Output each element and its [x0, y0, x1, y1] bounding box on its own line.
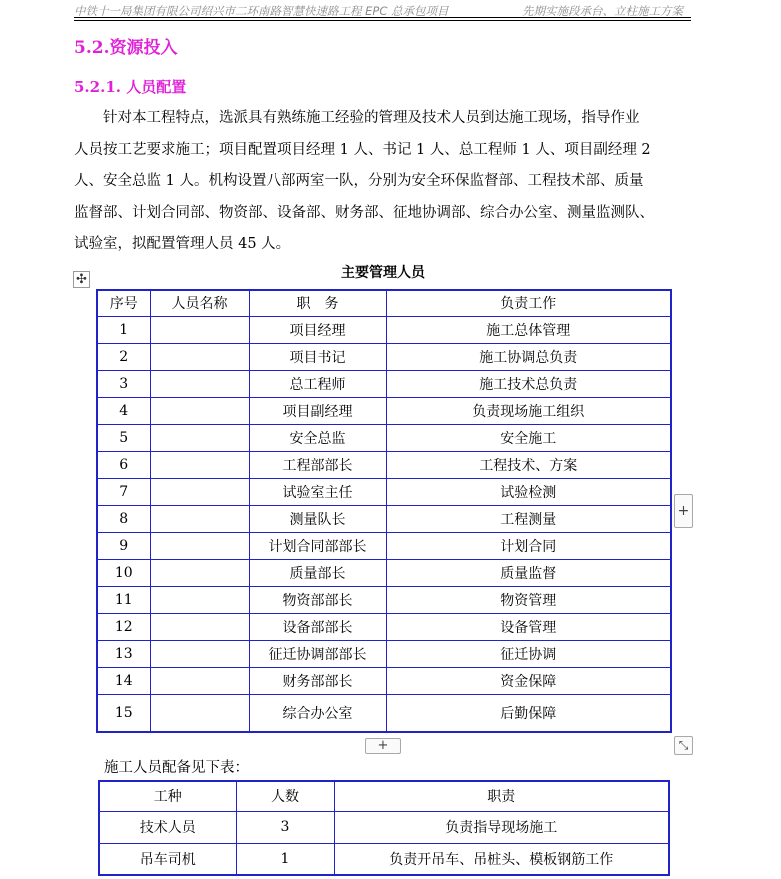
table-cell[interactable] — [150, 370, 249, 397]
paragraph-line: 人员按工艺要求施工；项目配置项目经理 1 人、书记 1 人、总工程师 1 人、项目副经理 2 — [74, 141, 651, 158]
table-resize-icon[interactable]: ⤡ — [674, 736, 693, 755]
management-table-body — [97, 316, 671, 732]
table-cell[interactable]: 测量队长 — [249, 505, 386, 532]
table-cell[interactable]: 计划合同部部长 — [249, 532, 386, 559]
section-heading: 5.2.资源投入 — [74, 38, 178, 58]
table-cell[interactable]: 13 — [97, 640, 150, 667]
table-cell[interactable]: 10 — [97, 559, 150, 586]
table-row — [97, 424, 671, 451]
header-rule-top — [74, 17, 691, 18]
table-cell[interactable]: 负责指导现场施工 — [334, 811, 669, 843]
column-header: 负责工作 — [386, 290, 671, 316]
table-cell[interactable]: 施工协调总负责 — [386, 343, 671, 370]
table-cell[interactable]: 质量监督 — [386, 559, 671, 586]
table-cell[interactable]: 安全总监 — [249, 424, 386, 451]
labor-table-intro: 施工人员配备见下表： — [104, 760, 249, 776]
labor-table-body — [99, 811, 669, 875]
table-cell[interactable]: 项目经理 — [249, 316, 386, 343]
table-header-row — [97, 290, 671, 316]
paragraph-line: 试验室，拟配置管理人员 45 人。 — [74, 236, 291, 252]
table-cell[interactable]: 设备管理 — [386, 613, 671, 640]
table-cell[interactable]: 15 — [97, 694, 150, 732]
table-cell[interactable]: 12 — [97, 613, 150, 640]
table-cell[interactable] — [150, 478, 249, 505]
add-column-button[interactable]: + — [674, 494, 693, 528]
labor-table — [98, 780, 670, 876]
table-cell[interactable] — [150, 559, 249, 586]
table-cell[interactable]: 征迁协调部部长 — [249, 640, 386, 667]
table-row — [97, 532, 671, 559]
table-cell[interactable] — [150, 424, 249, 451]
table-cell[interactable]: 安全施工 — [386, 424, 671, 451]
table-cell[interactable] — [150, 316, 249, 343]
page-header-left: 中铁十一局集团有限公司绍兴市二环南路智慧快速路工程 EPC 总承包项目 — [74, 4, 449, 18]
table-move-handle-icon[interactable]: ✣ — [73, 271, 90, 288]
table-cell[interactable]: 14 — [97, 667, 150, 694]
table-cell[interactable]: 工程测量 — [386, 505, 671, 532]
table-cell[interactable]: 试验室主任 — [249, 478, 386, 505]
table-cell[interactable]: 9 — [97, 532, 150, 559]
paragraph-line: 针对本工程特点，选派具有熟练施工经验的管理及技术人员到达施工现场，指导作业 — [103, 110, 640, 126]
table-cell[interactable]: 施工总体管理 — [386, 316, 671, 343]
table-row — [97, 478, 671, 505]
add-row-button[interactable]: + — [365, 738, 401, 754]
table-cell[interactable]: 1 — [236, 843, 334, 875]
table-row — [97, 586, 671, 613]
paragraph-line: 人、安全总监 1 人。机构设置八部两室一队，分别为安全环保监督部、工程技术部、质量 — [74, 173, 644, 189]
subsection-heading: 5.2.1. 人员配置 — [74, 78, 187, 96]
management-table — [96, 289, 672, 733]
table-cell[interactable]: 3 — [97, 370, 150, 397]
table-cell[interactable]: 3 — [236, 811, 334, 843]
table-cell[interactable]: 施工技术总负责 — [386, 370, 671, 397]
table-cell[interactable]: 物资管理 — [386, 586, 671, 613]
table-row — [97, 451, 671, 478]
table-cell[interactable]: 质量部长 — [249, 559, 386, 586]
table-cell[interactable]: 7 — [97, 478, 150, 505]
table-row — [97, 694, 671, 732]
column-header: 人数 — [236, 781, 334, 811]
table-cell[interactable]: 物资部部长 — [249, 586, 386, 613]
table-cell[interactable] — [150, 397, 249, 424]
column-header: 人员名称 — [150, 290, 249, 316]
header-rule-bottom — [74, 20, 691, 21]
table-cell[interactable]: 项目副经理 — [249, 397, 386, 424]
table-cell[interactable]: 工程技术、方案 — [386, 451, 671, 478]
table-cell[interactable]: 11 — [97, 586, 150, 613]
table-caption: 主要管理人员 — [341, 265, 425, 281]
table-row — [97, 559, 671, 586]
table-cell[interactable]: 4 — [97, 397, 150, 424]
table-cell[interactable]: 总工程师 — [249, 370, 386, 397]
column-header: 职 务 — [249, 290, 386, 316]
table-cell[interactable]: 资金保障 — [386, 667, 671, 694]
table-cell[interactable]: 试验检测 — [386, 478, 671, 505]
table-cell[interactable]: 吊车司机 — [99, 843, 236, 875]
table-cell[interactable]: 征迁协调 — [386, 640, 671, 667]
table-cell[interactable] — [150, 532, 249, 559]
table-cell[interactable] — [150, 586, 249, 613]
table-cell[interactable] — [150, 694, 249, 732]
table-cell[interactable] — [150, 613, 249, 640]
table-cell[interactable] — [150, 505, 249, 532]
table-cell[interactable]: 计划合同 — [386, 532, 671, 559]
table-cell[interactable]: 后勤保障 — [386, 694, 671, 732]
table-cell[interactable]: 设备部部长 — [249, 613, 386, 640]
table-row — [97, 613, 671, 640]
table-cell[interactable]: 负责现场施工组织 — [386, 397, 671, 424]
table-cell[interactable]: 1 — [97, 316, 150, 343]
table-row — [97, 316, 671, 343]
table-cell[interactable]: 技术人员 — [99, 811, 236, 843]
table-row — [97, 667, 671, 694]
table-cell[interactable]: 6 — [97, 451, 150, 478]
table-cell[interactable]: 财务部部长 — [249, 667, 386, 694]
body-paragraph — [74, 103, 692, 261]
column-header: 序号 — [97, 290, 150, 316]
column-header: 工种 — [99, 781, 236, 811]
table-cell[interactable] — [150, 343, 249, 370]
column-header: 职责 — [334, 781, 669, 811]
table-cell[interactable]: 负责开吊车、吊桩头、模板钢筋工作 — [334, 843, 669, 875]
table-row — [99, 811, 669, 843]
table-cell[interactable]: 项目书记 — [249, 343, 386, 370]
table-row — [97, 505, 671, 532]
table-cell[interactable]: 8 — [97, 505, 150, 532]
table-cell[interactable] — [150, 667, 249, 694]
table-row — [97, 640, 671, 667]
table-row — [97, 343, 671, 370]
table-row — [97, 397, 671, 424]
table-cell[interactable] — [150, 451, 249, 478]
table-cell[interactable]: 工程部部长 — [249, 451, 386, 478]
page-header-right: 先期实施段承台、立柱施工方案 — [522, 4, 683, 18]
table-cell[interactable] — [150, 640, 249, 667]
paragraph-line: 监督部、计划合同部、物资部、设备部、财务部、征地协调部、综合办公室、测量监测队、 — [74, 204, 654, 221]
table-cell[interactable]: 5 — [97, 424, 150, 451]
table-row — [97, 370, 671, 397]
table-cell[interactable]: 2 — [97, 343, 150, 370]
table-header-row — [99, 781, 669, 811]
table-cell[interactable]: 综合办公室 — [249, 694, 386, 732]
table-row — [99, 843, 669, 875]
